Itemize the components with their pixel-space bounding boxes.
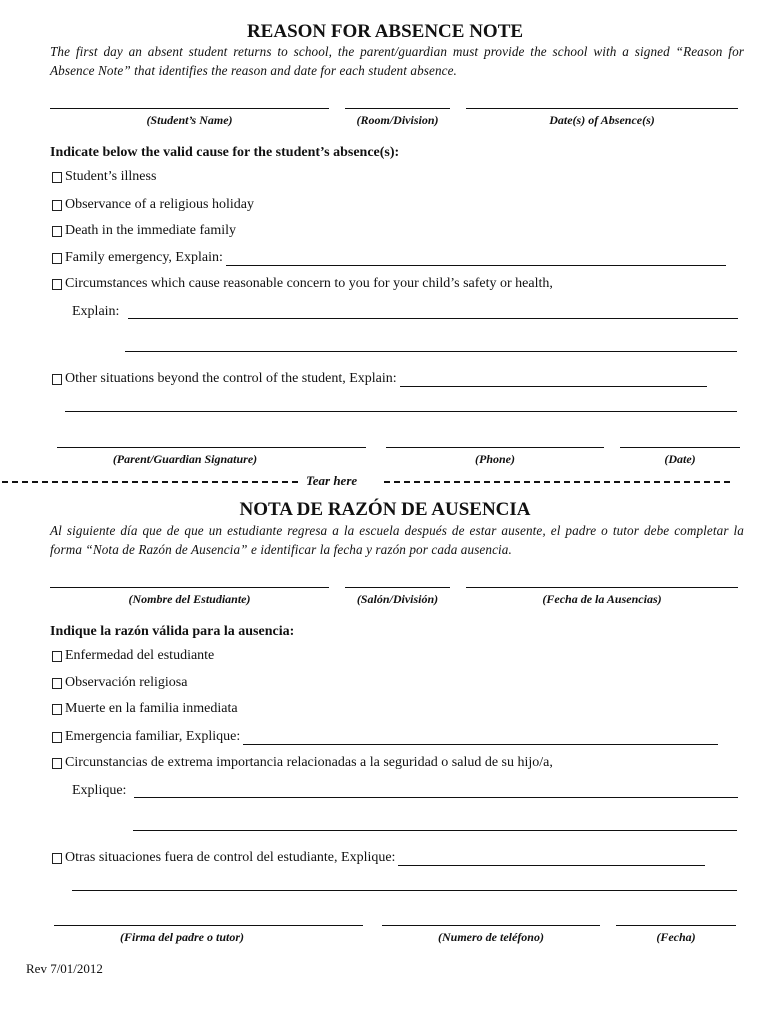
english-heading: Indicate below the valid cause for the student’s absence(s): xyxy=(50,145,400,160)
option-label: Observación religiosa xyxy=(65,675,188,690)
option-label: Observance of a religious holiday xyxy=(65,197,254,212)
checkbox[interactable] xyxy=(52,172,62,183)
room-caption: (Room/Division) xyxy=(356,113,439,127)
firma-caption: (Firma del padre o tutor) xyxy=(119,930,244,944)
option-circumstances[interactable] xyxy=(52,275,553,293)
option-label: Student’s illness xyxy=(65,169,157,184)
checkbox[interactable] xyxy=(52,253,62,264)
spanish-intro: Al siguiente día que de que un estudiante regresa a la escuela después de estar ausente, el padre o tutor debe completar la forma “Nota de Razón de Ausencia” e identificar la fecha y razón por cada ausencia. xyxy=(50,523,744,557)
revision-label: Rev 7/01/2012 xyxy=(26,961,103,976)
explique-label: Explique: xyxy=(72,783,127,798)
student-name-caption: (Student’s Name) xyxy=(146,113,233,127)
opcion-religiosa[interactable] xyxy=(52,674,187,692)
option-illness[interactable] xyxy=(52,168,156,186)
circumstances-explain-line-1[interactable] xyxy=(128,318,738,319)
fecha-caption: (Fecha) xyxy=(656,930,696,944)
other-explain-line[interactable] xyxy=(400,372,707,387)
nombre-line[interactable] xyxy=(50,587,329,588)
opcion-circunstancias[interactable] xyxy=(52,754,553,772)
option-label: Death in the immediate family xyxy=(65,223,237,238)
english-title: REASON FOR ABSENCE NOTE xyxy=(246,21,524,42)
salon-caption: (Salón/División) xyxy=(356,592,439,606)
option-death[interactable] xyxy=(52,222,236,240)
other-explain-line-2[interactable] xyxy=(65,411,737,412)
phone-caption: (Phone) xyxy=(475,452,515,466)
tear-here-label: Tear here xyxy=(306,473,358,488)
checkbox[interactable] xyxy=(52,226,62,237)
room-line[interactable] xyxy=(345,108,450,109)
option-label: Enfermedad del estudiante xyxy=(65,648,215,663)
spanish-heading: Indique la razón válida para la ausencia: xyxy=(50,624,295,639)
tear-dashes-left xyxy=(2,481,298,483)
opcion-muerte[interactable] xyxy=(52,700,238,718)
spanish-title: NOTA DE RAZÓN DE AUSENCIA xyxy=(239,499,531,520)
option-label: Emergencia familiar, Explique: xyxy=(65,729,241,744)
opcion-enfermedad[interactable] xyxy=(52,647,214,665)
checkbox[interactable] xyxy=(52,678,62,689)
emergencia-explique-line[interactable] xyxy=(243,730,718,745)
option-label: Muerte en la familia inmediata xyxy=(65,701,238,716)
checkbox[interactable] xyxy=(52,279,62,290)
option-religious[interactable] xyxy=(52,196,254,214)
otras-explique-line[interactable] xyxy=(398,851,705,866)
nombre-caption: (Nombre del Estudiante) xyxy=(128,592,251,606)
otras-explique-line-2[interactable] xyxy=(72,890,737,891)
dates-caption: Date(s) of Absence(s) xyxy=(549,113,655,127)
checkbox[interactable] xyxy=(52,200,62,211)
option-label: Circumstances which cause reasonable concern to you for your child’s safety or health, xyxy=(65,276,553,291)
dates-line[interactable] xyxy=(466,108,738,109)
option-other[interactable] xyxy=(52,370,707,388)
phone-line[interactable] xyxy=(386,447,604,448)
explain-label: Explain: xyxy=(72,304,120,319)
signature-line[interactable] xyxy=(57,447,366,448)
date-caption: (Date) xyxy=(664,452,696,466)
checkbox[interactable] xyxy=(52,704,62,715)
english-intro: The first day an absent student returns to school, the parent/guardian must provide the school with a signed “Reason for Absence Note” that identifies the reason and date for each student absence. xyxy=(50,44,744,78)
checkbox[interactable] xyxy=(52,732,62,743)
firma-line[interactable] xyxy=(54,925,363,926)
option-label: Otras situaciones fuera de control del estudiante, Explique: xyxy=(65,850,396,865)
date-line[interactable] xyxy=(620,447,740,448)
checkbox[interactable] xyxy=(52,651,62,662)
fecha-line[interactable] xyxy=(616,925,736,926)
signature-caption: (Parent/Guardian Signature) xyxy=(112,452,258,466)
fecha-ausencias-line[interactable] xyxy=(466,587,738,588)
checkbox[interactable] xyxy=(52,853,62,864)
circunstancias-explique-line-2[interactable] xyxy=(133,830,737,831)
option-family-emergency[interactable] xyxy=(52,249,726,267)
fecha-ausencias-caption: (Fecha de la Ausencias) xyxy=(542,592,662,606)
family-emergency-explain-line[interactable] xyxy=(226,251,726,266)
telefono-caption: (Numero de teléfono) xyxy=(438,930,544,944)
checkbox[interactable] xyxy=(52,374,62,385)
option-label: Family emergency, Explain: xyxy=(65,250,223,265)
circunstancias-explique-line-1[interactable] xyxy=(134,797,738,798)
salon-line[interactable] xyxy=(345,587,450,588)
student-name-line[interactable] xyxy=(50,108,329,109)
circumstances-explain-line-2[interactable] xyxy=(125,351,737,352)
tear-dashes-right xyxy=(384,481,730,483)
option-label: Other situations beyond the control of the student, Explain: xyxy=(65,371,397,386)
opcion-emergencia[interactable] xyxy=(52,728,718,746)
option-label: Circunstancias de extrema importancia relacionadas a la seguridad o salud de su hijo/a, xyxy=(65,755,553,770)
opcion-otras[interactable] xyxy=(52,849,705,867)
telefono-line[interactable] xyxy=(382,925,600,926)
checkbox[interactable] xyxy=(52,758,62,769)
